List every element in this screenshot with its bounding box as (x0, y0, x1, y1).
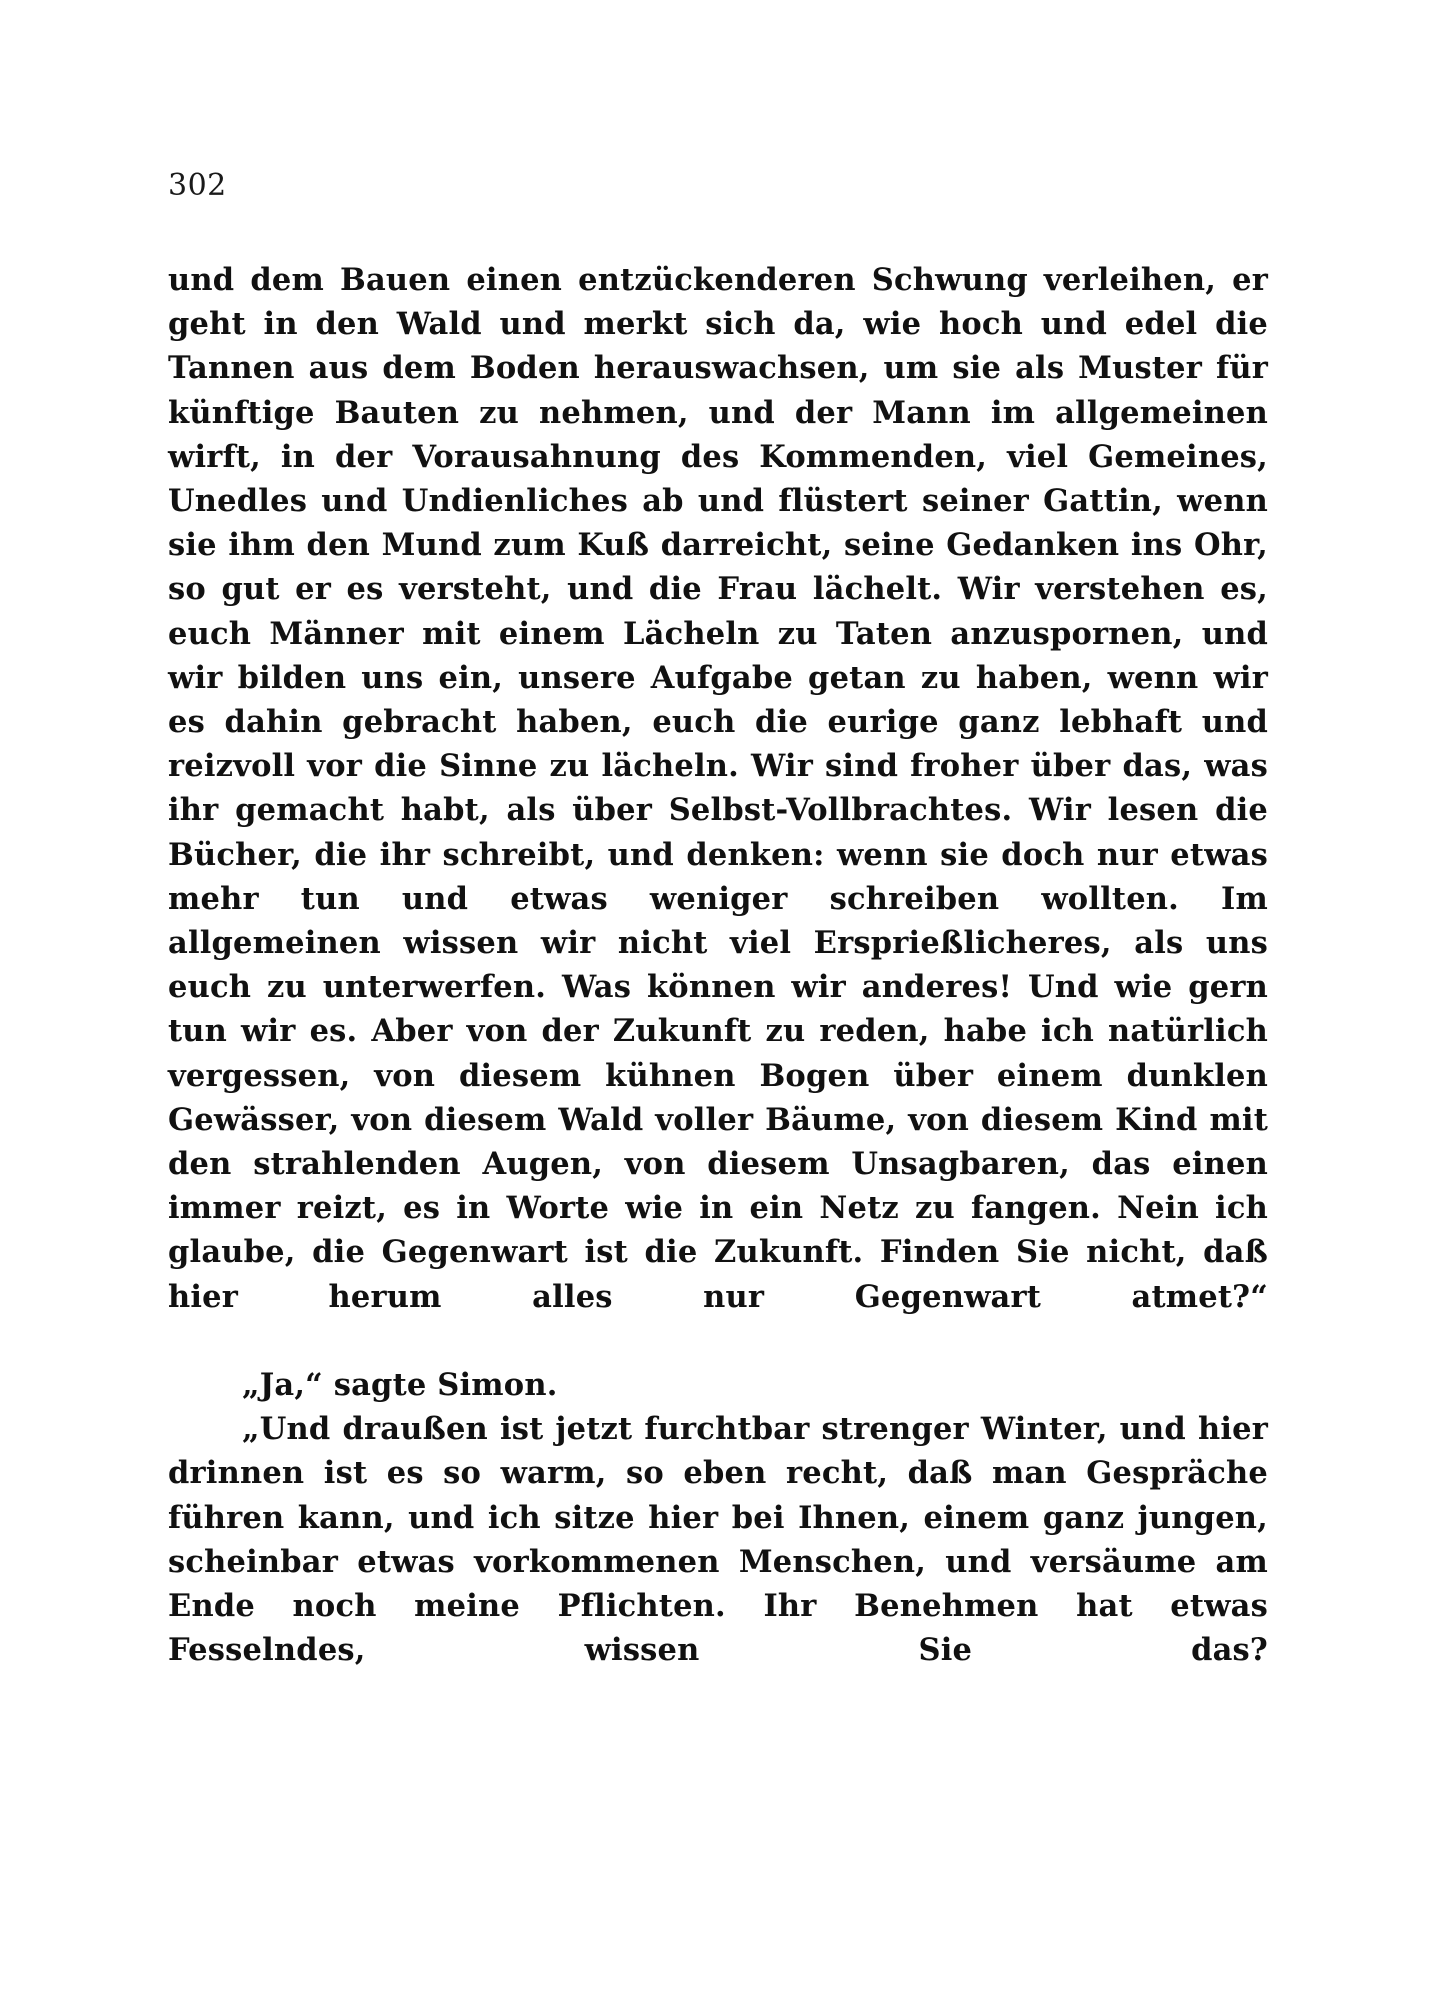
paragraph: „Und draußen ist jetzt furchtbar strenger Winter, und hier drinnen ist es so warm, so eben recht, daß man Gespräche führen kann, und ich sitze hier bei Ihnen, einem ganz jungen, scheinbar etwas vorkommenen Menschen, und versäume am Ende noch meine Pflichten. Ihr Benehmen hat etwas Fesselndes, wissen Sie das? (168, 1411, 1268, 1669)
paragraph: „Ja,“ sagte Simon. (242, 1367, 558, 1404)
paragraph: und dem Bauen einen entzückenderen Schwung verleihen, er geht in den Wald und merkt sich da, wie hoch und edel die Tannen aus dem Boden herauswachsen, um sie als Muster für künftige Bauten zu nehmen, und der Mann im allgemeinen wirft, in der Vorausahnung des Kommenden, viel Gemeines, Unedles und Undienliches ab und flüstert seiner Gattin, wenn sie ihm den Mund zum Kuß darreicht, seine Gedanken ins Ohr, so gut er es versteht, und die Frau lächelt. Wir verstehen es, euch Männer mit einem Lächeln zu Taten anzuspornen, und wir bilden uns ein, unsere Aufgabe getan zu haben, wenn wir es dahin gebracht haben, euch die eurige ganz lebhaft und reizvoll vor die Sinne zu lächeln. Wir sind froher über das, was ihr gemacht habt, als über Selbst-Vollbrachtes. Wir lesen die Bücher, die ihr schreibt, und denken: wenn sie doch nur etwas mehr tun und etwas weniger schreiben wollten. Im allgemeinen wissen wir nicht viel Ersprießlicheres, als uns euch zu unterwerfen. Was können wir anderes! Und wie gern tun wir es. Aber von der Zukunft zu reden, habe ich natürlich vergessen, von diesem kühnen Bogen über einem dunklen Gewässer, von diesem Wald voller Bäume, von diesem Kind mit den strahlenden Augen, von diesem Unsagbaren, das einen immer reizt, es in Worte wie in ein Netz zu fangen. Nein ich glaube, die Gegenwart ist die Zukunft. Finden Sie nicht, daß hier herum alles nur Gegenwart atmet?“ (168, 262, 1268, 1315)
page-number: 302 (168, 168, 227, 203)
body-text (168, 258, 1268, 1717)
